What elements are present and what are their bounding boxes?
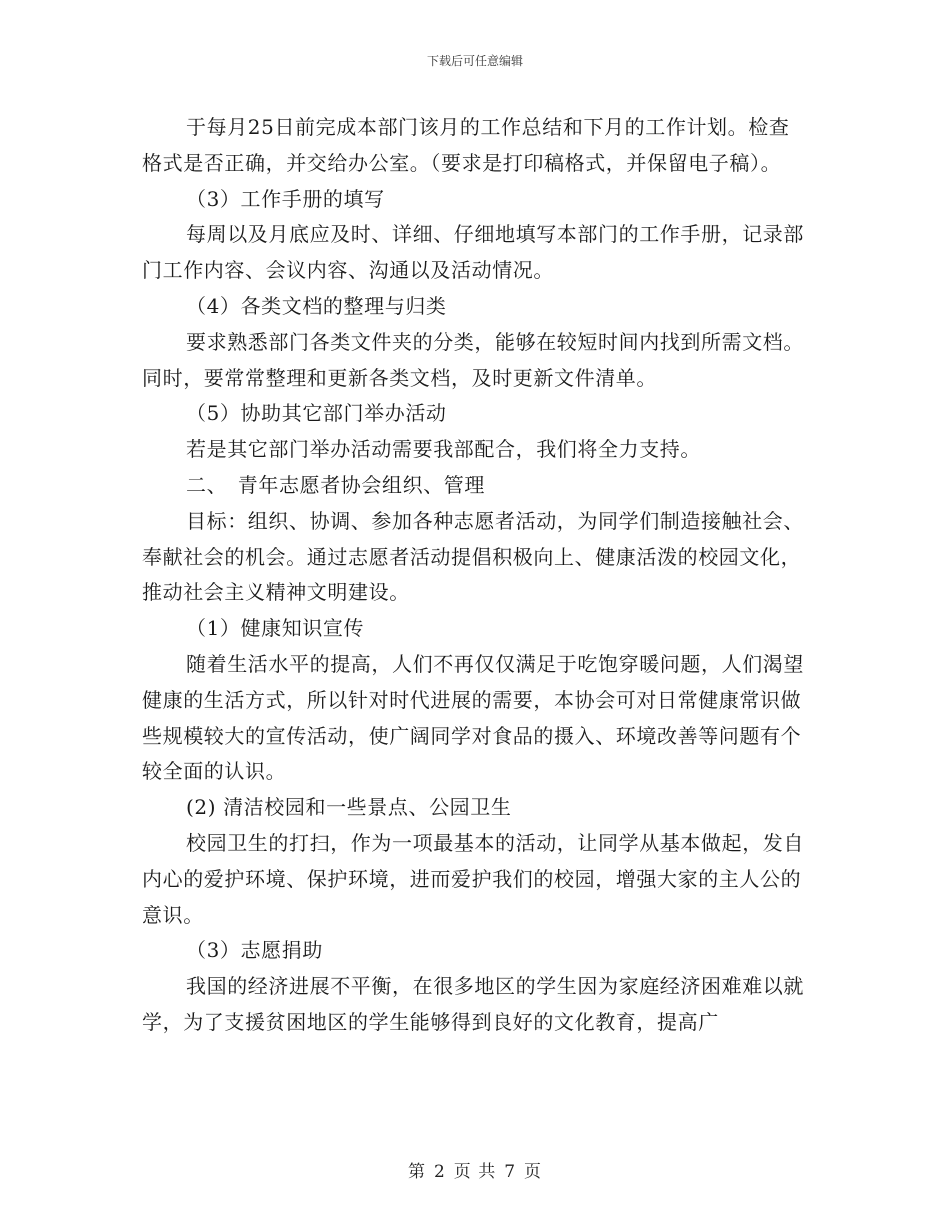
paragraph-body: 校园卫生的打扫，作为一项最基本的活动，让同学从基本做起，发自内心的爱护环境、保护环境，进而爱护我们的校园，增强大家的主人公的意识。 [142, 830, 804, 927]
document-body [142, 110, 810, 1041]
paragraph-body: 目标：组织、协调、参加各种志愿者活动，为同学们制造接触社会、奉献社会的机会。通过志愿者活动提倡积极向上、健康活泼的校园文化，推动社会主义精神文明建设。 [142, 508, 804, 605]
section-heading: （4）各类文档的整理与归类 [186, 293, 447, 318]
section-heading: （1）健康知识宣传 [186, 616, 365, 641]
paragraph-body: 若是其它部门举办活动需要我部配合，我们将全力支持。 [186, 437, 701, 462]
paragraph-body: 于每月25日前完成本部门该月的工作总结和下月的工作计划。检查格式是否正确，并交给办公室。（要求是打印稿格式，并保留电子稿）。 [142, 115, 790, 175]
footer-page-number: 2 [433, 1162, 446, 1182]
footer-prefix: 第 [407, 1162, 426, 1182]
section-heading: （3）工作手册的填写 [186, 186, 385, 211]
footer-suffix: 页 [524, 1162, 543, 1182]
section-heading: （5）协助其它部门举办活动 [186, 401, 447, 426]
section-heading: （3）志愿捐助 [186, 938, 323, 963]
footer-total-pages: 7 [504, 1162, 517, 1182]
paragraph-body: 随着生活水平的提高，人们不再仅仅满足于吃饱穿暖问题，人们渴望健康的生活方式，所以针对时代进展的需要，本协会可对日常健康常识做些规模较大的宣传活动，使广阔同学对食品的摄入、环境改善等问题有个较全面的认识。 [142, 651, 804, 784]
section-heading: (2) 清洁校园和一些景点、公园卫生 [186, 795, 512, 820]
paragraph-body: 要求熟悉部门各类文件夹的分类，能够在较短时间内找到所需文档。同时，要常常整理和更新各类文档，及时更新文件清单。 [142, 329, 804, 390]
footer-middle: 页 共 [453, 1162, 497, 1182]
paragraph-body: 我国的经济进展不平衡，在很多地区的学生因为家庭经济困难难以就学，为了支援贫困地区的学生能够得到良好的文化教育，提高广 [142, 974, 804, 1034]
page-header-note: 下载后可任意编辑 [426, 54, 523, 68]
page-footer [0, 1157, 950, 1182]
paragraph-body: 每周以及月底应及时、详细、仔细地填写本部门的工作手册，记录部门工作内容、会议内容、沟通以及活动情况。 [142, 222, 804, 283]
section-heading: 二、 青年志愿者协会组织、管理 [186, 472, 485, 497]
